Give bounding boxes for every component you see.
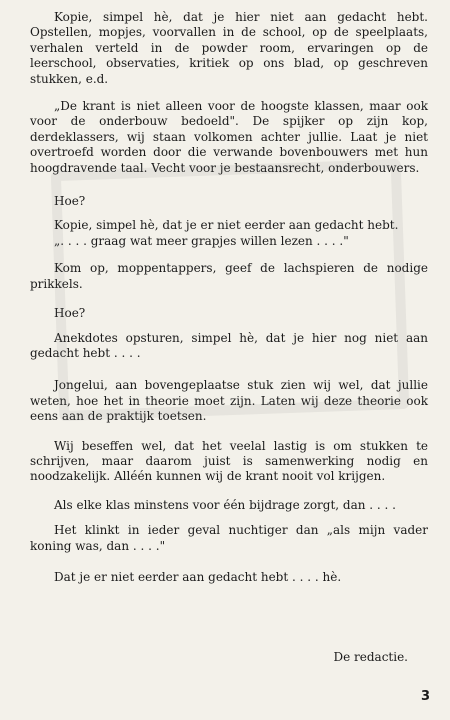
signature-redactie: De redactie. bbox=[333, 650, 408, 664]
grapjes-quote-line: „. . . . graag wat meer grapjes willen lezen . . . ." bbox=[54, 233, 349, 248]
paragraph-nuchtiger: Het klinkt in ieder geval nuchtiger dan „als mijn vader koning was, dan . . . ." bbox=[30, 523, 428, 553]
paragraph-kopie-intro: Kopie, simpel hè, dat je hier niet aan gedacht hebt. Opstellen, mopjes, voorvallen in de school, op de speelplaats, verhalen verteld in de powder room, ervaringen op de leerschool, observaties, kritiek op ons blad, op geschreven stukken, e.d. bbox=[30, 10, 428, 86]
question-hoe-1: Hoe? bbox=[54, 194, 86, 209]
paragraph-anekdotes: Anekdotes opsturen, simpel hè, dat je hier nog niet aan gedacht hebt . . . . bbox=[30, 330, 428, 360]
paragraph-samenwerking: Wij beseffen wel, dat het veelal lastig is om stukken te schrijven, maar daarom juist is samenwerking nodig en noodzakelijk. Alléén kunnen wij de krant nooit vol krijgen. bbox=[30, 438, 428, 484]
page-number: 3 bbox=[420, 689, 430, 704]
paragraph-elke-klas: Als elke klas minstens voor één bijdrage zorgt, dan . . . . bbox=[54, 497, 396, 512]
paragraph-jongelui: Jongelui, aan bovengeplaatse stuk zien wij wel, dat jullie weten, hoe het in theorie moet zijn. Laten wij deze theorie ook eens aan de praktijk toetsen. bbox=[30, 378, 428, 424]
faded-stamp bbox=[51, 159, 410, 421]
paragraph-closing: Dat je er niet eerder aan gedacht hebt . . . . hè. bbox=[54, 569, 342, 584]
question-hoe-2: Hoe? bbox=[54, 306, 86, 321]
paragraph-onderbouw-quote: „De krant is niet alleen voor de hoogste klassen, maar ook voor de onderbouw bedoeld". De spijker op zijn kop, derdeklassers, wij staan volkomen achter jullie. Laat je niet overtroefd worden door die verwande bovenbouwers met hun hoogdravende taal. Vecht voor je bestaansrecht, onderbouwers. bbox=[30, 99, 428, 175]
paragraph-moppentappers: Kom op, moppentappers, geef de lachspieren de nodige prikkels. bbox=[30, 261, 428, 291]
kopie-line: Kopie, simpel hè, dat je er niet eerder aan gedacht hebt. bbox=[54, 218, 399, 233]
